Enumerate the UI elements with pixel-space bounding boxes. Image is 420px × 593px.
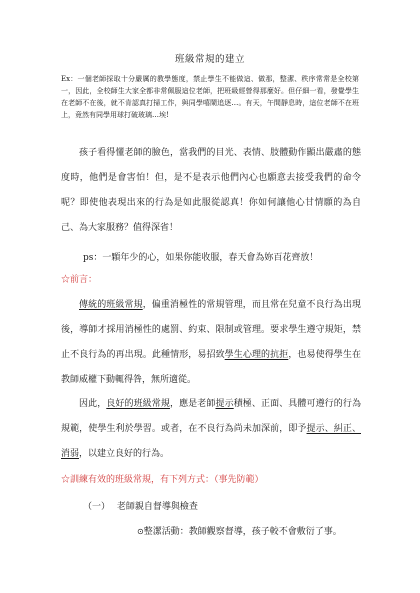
underlined-term: 提示、糾正、消弱	[61, 424, 361, 459]
paragraph-text: 因此，	[79, 399, 107, 409]
underlined-term: 良好的班級常規	[106, 399, 170, 409]
page-title: 班級常規的建立	[174, 54, 245, 65]
sub-item-text: 整潔活動：教師觀察督導，孩子較不會敷衍了事。	[143, 527, 342, 537]
example-paragraph: Ex：一個老師採取十分嚴厲的教學態度，禁止學生不能做這、做那，整潔、秩序常常是全校第一，因此，全校師生大家全都非常佩服這位老師，把班級經營得那麼好。但仔細一看，發覺學生在老師不在後，就不肯認真打掃工作，與同學嘻鬧追逐…。有天，午間靜息時，這位老師不在班上，竟然有同學用球打破玻璃…埃!	[61, 75, 359, 119]
underlined-term: 提示	[215, 399, 234, 409]
paragraph-text: ，應是老師	[169, 399, 216, 409]
traditional-rules-paragraph	[61, 293, 361, 393]
star-icon: ☆	[61, 475, 71, 485]
section-heading-text: 訓練有效的班級常規，有下列方式：（事先防範）	[70, 475, 264, 485]
intro-paragraph: 孩子看得懂老師的臉色，當我們的目光、表情、肢體動作顯出嚴肅的態度時，他們是會害怕！但，是不是表示他們內心也願意去接受我們的命令呢？即使他表現出來的行為是如此服從認真！你如何讓他心甘情願的為自己、為大家服務？值得深省！	[61, 148, 361, 233]
good-rules-paragraph	[61, 392, 361, 467]
sub-item-cleaning	[137, 524, 342, 537]
star-icon: ☆	[61, 275, 71, 285]
paragraph-text: ，也易使得學生在教師威權下動輒得咎，無所適從。	[61, 350, 361, 385]
underlined-term: 傳統的班級常規	[79, 300, 143, 310]
paragraph-text: ，偏重消極性的常規管理，而且常在兒童不良行為出現後，導師才採用消極性的處罰、約束、限制或管理。要求學生遵守規矩，禁止不良行為的再出現。此種情形，易招致	[61, 300, 361, 360]
paragraph-text: 積極、正面、具體可遵行的行為規範，使學生利於學習。或者，在不良行為尚未加深前，即予	[61, 399, 361, 434]
ps-note: ps：一顆年少的心，如果你能收服，春天會為妳百花齊放！	[83, 253, 319, 263]
section-heading-text: 前言：	[70, 275, 98, 285]
paragraph-text: ，以建立良好的行為。	[79, 449, 170, 459]
list-item-label: 老師親自督導與檢查	[116, 502, 198, 512]
section-heading-training	[61, 472, 264, 485]
list-item-1	[83, 499, 198, 512]
circled-dot-icon: ⊙	[137, 527, 144, 536]
section-heading-preface	[61, 272, 97, 285]
underlined-term: 學生心理的抗拒	[224, 350, 289, 360]
list-marker: （一）	[83, 502, 111, 512]
